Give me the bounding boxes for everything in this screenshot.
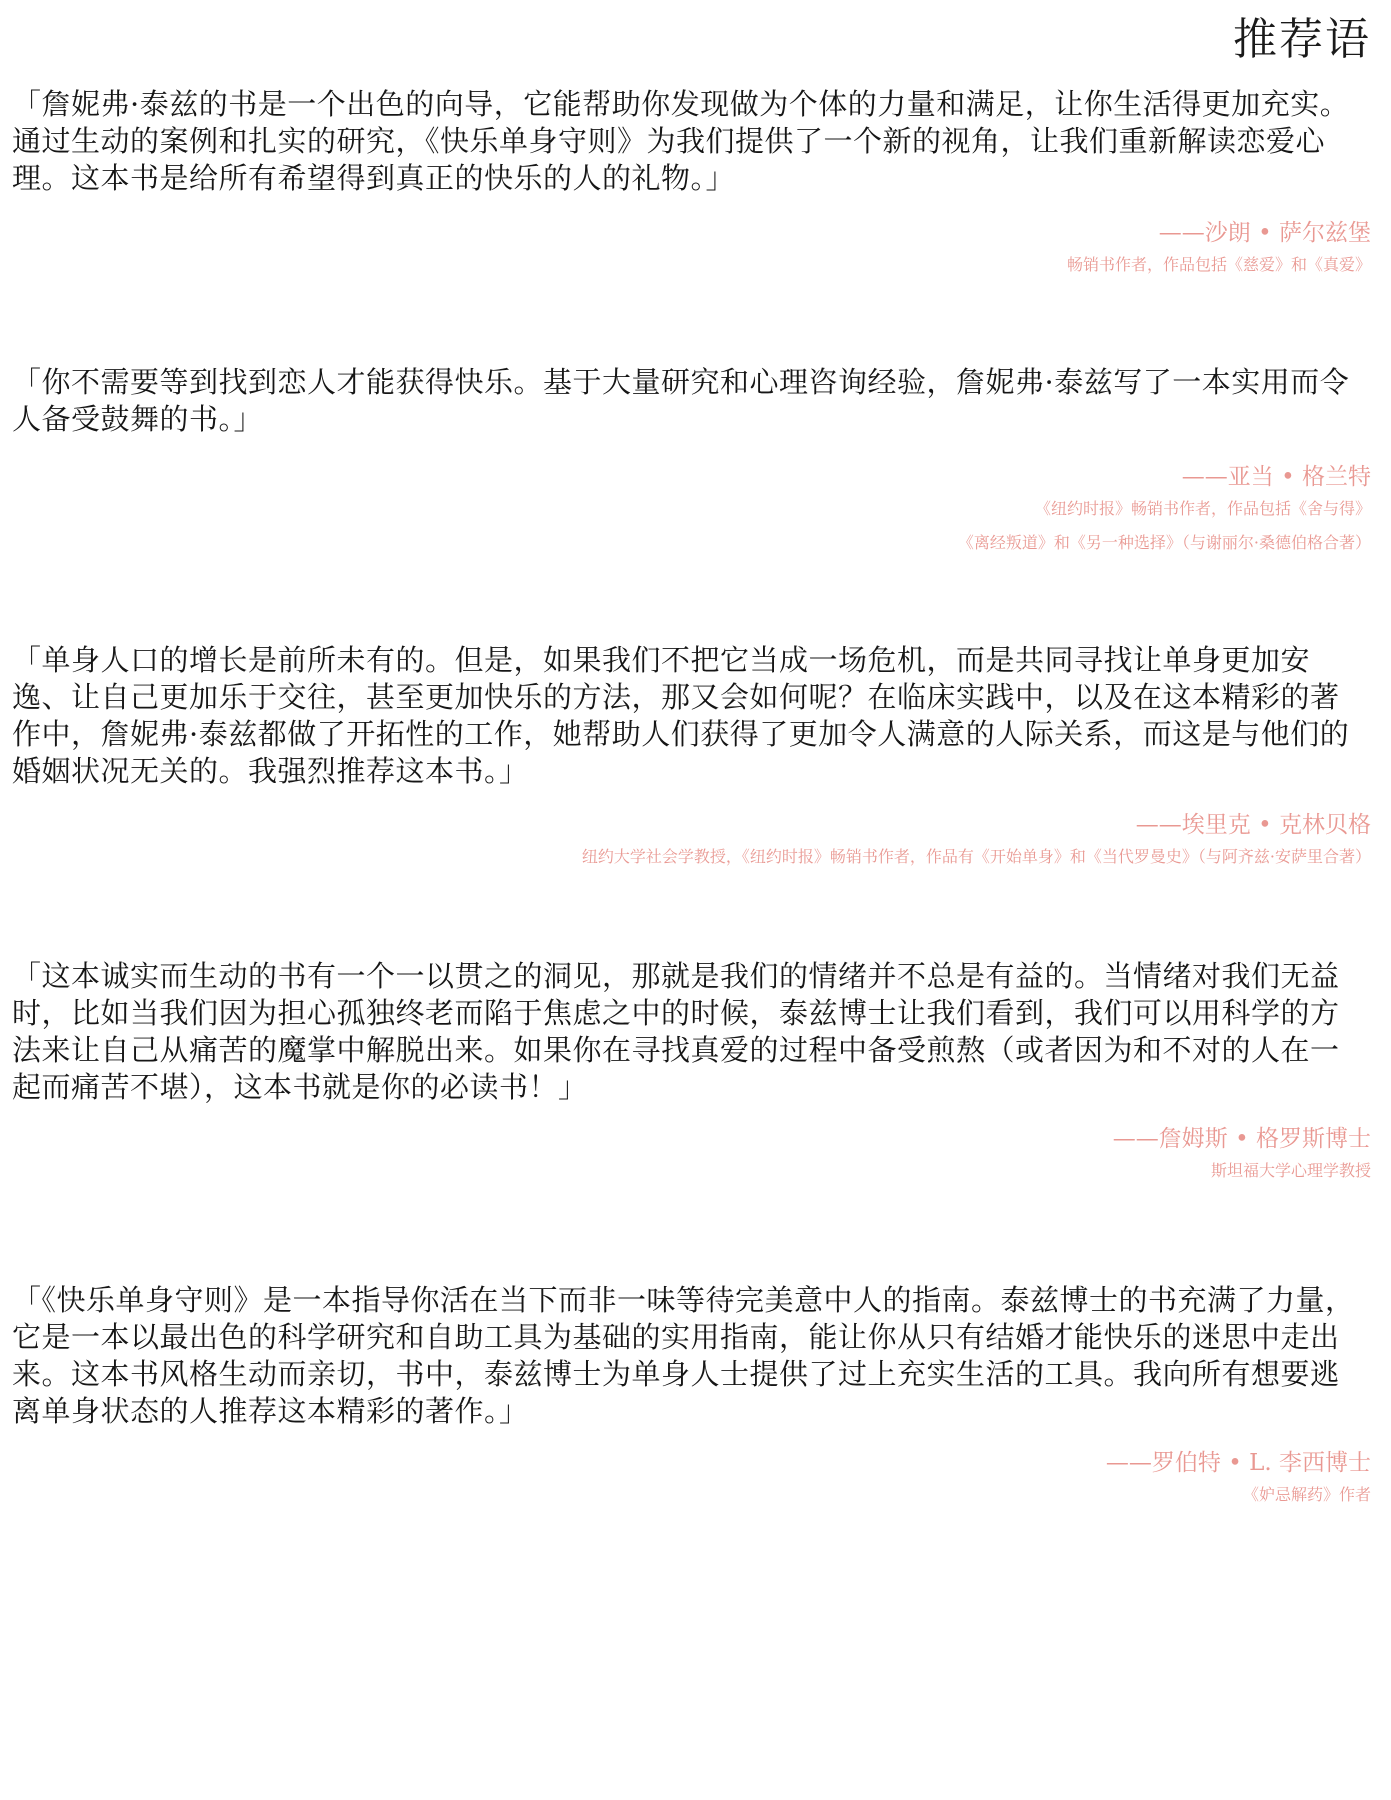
blurb-author-4: ——詹姆斯 • 格罗斯博士	[1112, 1126, 1371, 1152]
blurb-quote-3: 「单身人口的增长是前所未有的。但是，如果我们不把它当成一场危机，而是共同寻找让单身更加安逸、让自己更加乐于交往，甚至更加快乐的方法，那又会如何呢？在临床实践中，以及在这本精彩的著作中，詹妮弗·泰兹都做了开拓性的工作，她帮助人们获得了更加令人满意的人际关系，而这是与他们的婚姻状况无关的。我强烈推荐这本书。」	[12, 643, 1350, 788]
blurb-desc-3-line-1: 纽约大学社会学教授，《纽约时报》畅销书作者，作品有《开始单身》和《当代罗曼史》（与阿齐兹·安萨里合著）	[581, 847, 1371, 866]
blurb-attribution-3	[582, 810, 1371, 874]
blurb-quote-2: 「你不需要等到找到恋人才能获得快乐。基于大量研究和心理咨询经验，詹妮弗·泰兹写了一本实用而令人备受鼓舞的书。」	[12, 365, 1350, 436]
blurb-author-5: ——罗伯特 • L. 李西博士	[1105, 1450, 1371, 1476]
blurb-desc-2-line-2: 《离经叛道》和《另一种选择》（与谢丽尔·桑德伯格合著）	[957, 533, 1371, 552]
blurb-attribution-4	[1113, 1124, 1371, 1188]
page-title: 推荐语	[1233, 14, 1371, 65]
blurb-author-1: ——沙朗 • 萨尔兹堡	[1158, 220, 1371, 246]
blurb-quote-5: 「《快乐单身守则》是一本指导你活在当下而非一味等待完美意中人的指南。泰兹博士的书充满了力量，它是一本以最出色的科学研究和自助工具为基础的实用指南，能让你从只有结婚才能快乐的迷思中走出来。这本书风格生动而亲切，书中，泰兹博士为单身人士提供了过上充实生活的工具。我向所有想要逃离单身状态的人推荐这本精彩的著作。」	[12, 1283, 1355, 1428]
blurb-desc-1-line-1: 畅销书作者，作品包括《慈爱》和《真爱》	[1066, 255, 1371, 274]
blurb-author-2: ——亚当 • 格兰特	[1181, 464, 1371, 490]
blurb-desc-5-line-1: 《妒忌解药》作者	[1242, 1485, 1371, 1504]
blurb-quote-1: 「詹妮弗·泰兹的书是一个出色的向导，它能帮助你发现做为个体的力量和满足，让你生活得更加充实。通过生动的案例和扎实的研究，《快乐单身守则》为我们提供了一个新的视角，让我们重新解读恋爱心理。这本书是给所有希望得到真正的快乐的人的礼物。」	[12, 87, 1350, 195]
blurb-attribution-5	[1106, 1448, 1371, 1512]
blurb-desc-4-line-1: 斯坦福大学心理学教授	[1210, 1161, 1371, 1180]
blurb-attribution-2	[958, 462, 1371, 560]
blurb-author-3: ——埃里克 • 克林贝格	[1135, 812, 1371, 838]
blurb-attribution-1	[1067, 218, 1371, 282]
blurb-quote-4: 「这本诚实而生动的书有一个一以贯之的洞见，那就是我们的情绪并不总是有益的。当情绪对我们无益时，比如当我们因为担心孤独终老而陷于焦虑之中的时候，泰兹博士让我们看到，我们可以用科学的方法来让自己从痛苦的魔掌中解脱出来。如果你在寻找真爱的过程中备受煎熬（或者因为和不对的人在一起而痛苦不堪），这本书就是你的必读书！」	[12, 959, 1340, 1104]
blurb-desc-2-line-1: 《纽约时报》畅销书作者，作品包括《舍与得》	[1034, 499, 1371, 518]
